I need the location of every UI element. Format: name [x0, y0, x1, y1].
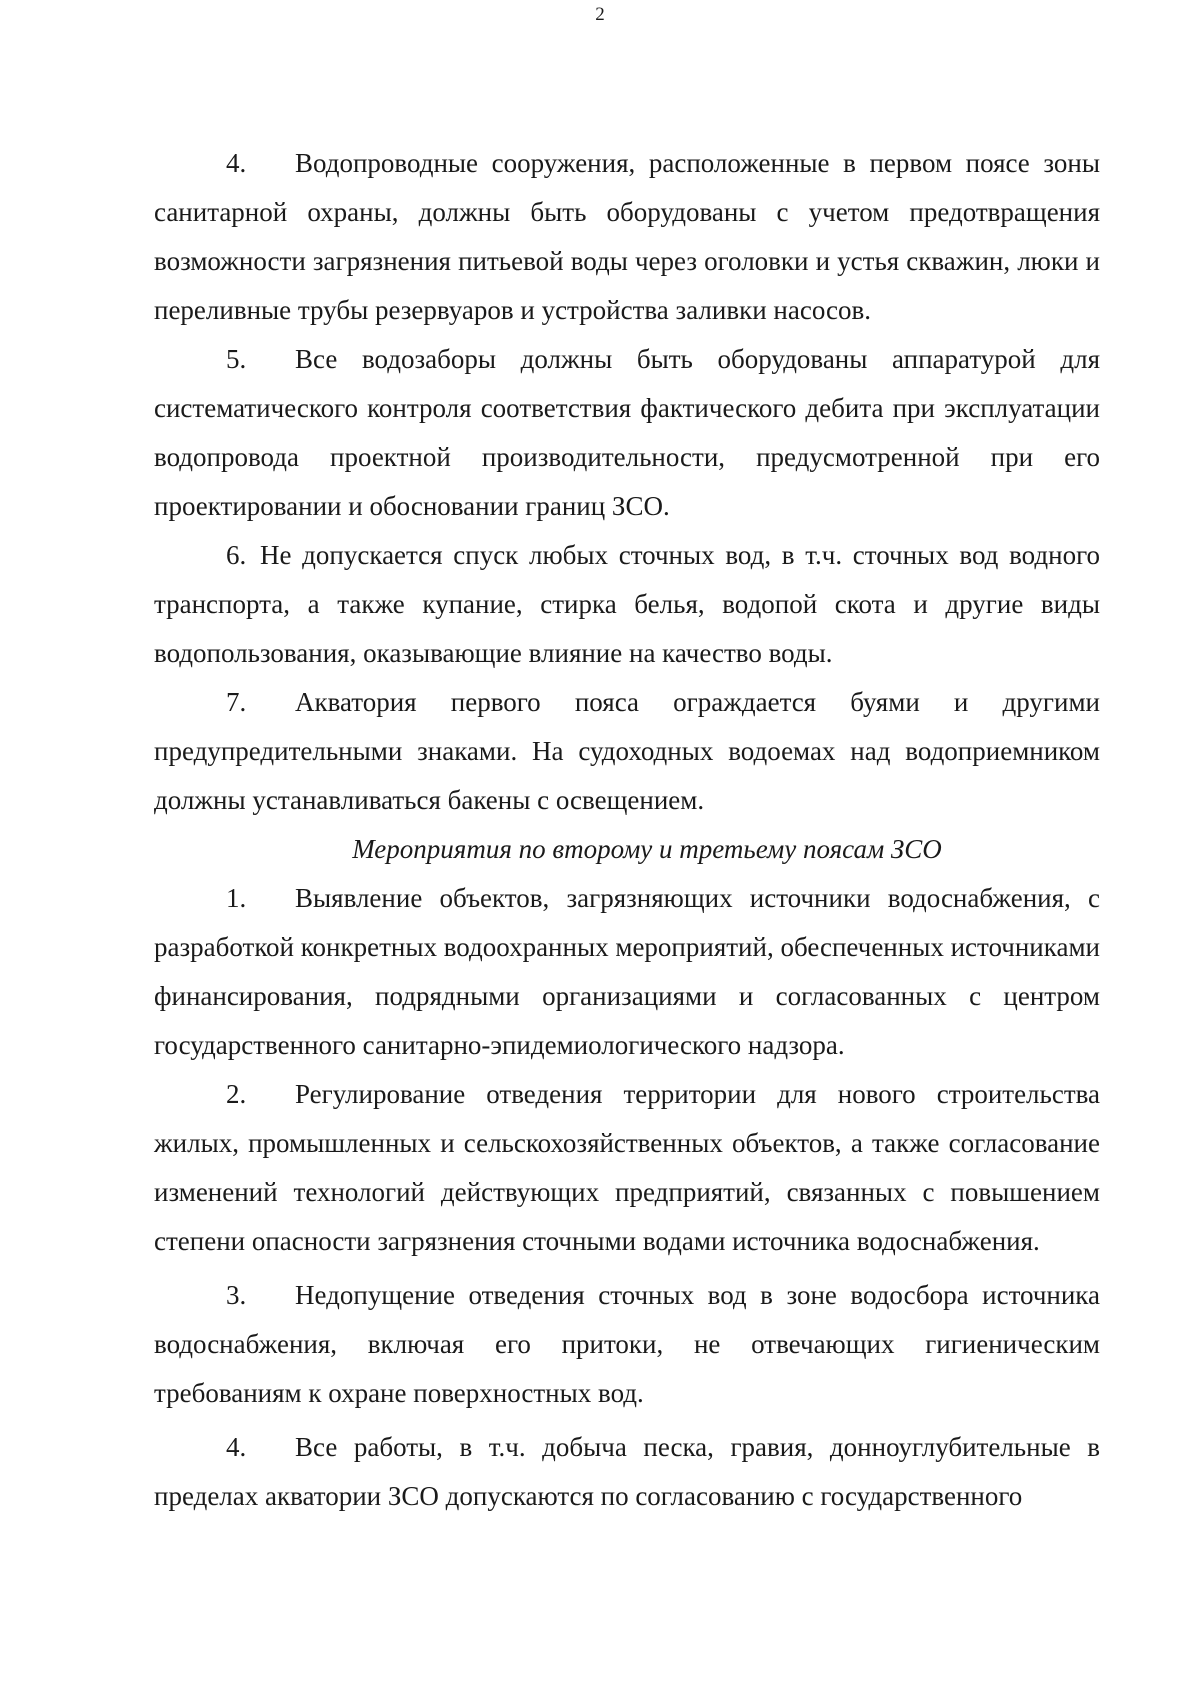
- item-text: Выявление объектов, загрязняющих источники водоснабжения, с разработкой конкретных водоохранных мероприятий, обеспеченных источниками финансирования, подрядными организациями и согласованных с центром государственного санитарно-эпидемиологического надзора.: [154, 883, 1100, 1060]
- section-heading: Мероприятия по второму и третьему поясам ЗСО: [352, 834, 942, 864]
- item-number: 4.: [226, 148, 247, 178]
- item-number: 7.: [226, 687, 247, 717]
- page-number: 2: [595, 4, 605, 25]
- item-number: 3.: [226, 1280, 247, 1310]
- item-text: Акватория первого пояса ограждается буями и другими предупредительными знаками. На судоходных водоемах над водоприемником должны устанавливаться бакены с освещением.: [154, 687, 1100, 815]
- list-item-s2-3: [154, 1271, 1100, 1418]
- item-text: Водопроводные сооружения, расположенные в первом поясе зоны санитарной охраны, должны быть оборудованы с учетом предотвращения возможности загрязнения питьевой воды через оголовки и устья скважин, люки и переливные трубы резервуаров и устройства заливки насосов.: [154, 148, 1100, 325]
- list-item-s2-4: [154, 1423, 1100, 1521]
- list-item-s1-4: [154, 139, 1100, 335]
- item-text: Регулирование отведения территории для нового строительства жилых, промышленных и сельскохозяйственных объектов, а также согласование изменений технологий действующих предприятий, связанных с повышением степени опасности загрязнения сточными водами источника водоснабжения.: [154, 1079, 1100, 1256]
- item-text: Все работы, в т.ч. добыча песка, гравия, донноуглубительные в пределах акватории ЗСО допускаются по согласованию с государственного: [154, 1432, 1100, 1511]
- list-item-s2-2: [154, 1070, 1100, 1266]
- list-item-s1-5: [154, 335, 1100, 531]
- list-item-s1-7: [154, 678, 1100, 825]
- document-body: [154, 139, 1100, 1521]
- item-number: 2.: [226, 1079, 247, 1109]
- item-number: 4.: [226, 1432, 247, 1462]
- item-number: 6.: [226, 540, 247, 570]
- item-text: Недопущение отведения сточных вод в зоне водосбора источника водоснабжения, включая его притоки, не отвечающих гигиеническим требованиям к охране поверхностных вод.: [154, 1280, 1100, 1408]
- item-number: 5.: [226, 344, 247, 374]
- list-item-s2-1: [154, 874, 1100, 1070]
- list-item-s1-6: [154, 531, 1100, 678]
- item-text: Не допускается спуск любых сточных вод, в т.ч. сточных вод водного транспорта, а также купание, стирка белья, водопой скота и другие виды водопользования, оказывающие влияние на качество воды.: [154, 540, 1100, 668]
- item-text: Все водозаборы должны быть оборудованы аппаратурой для систематического контроля соответствия фактического дебита при эксплуатации водопровода проектной производительности, предусмотренной при его проектировании и обосновании границ ЗСО.: [154, 344, 1100, 521]
- item-number: 1.: [226, 883, 247, 913]
